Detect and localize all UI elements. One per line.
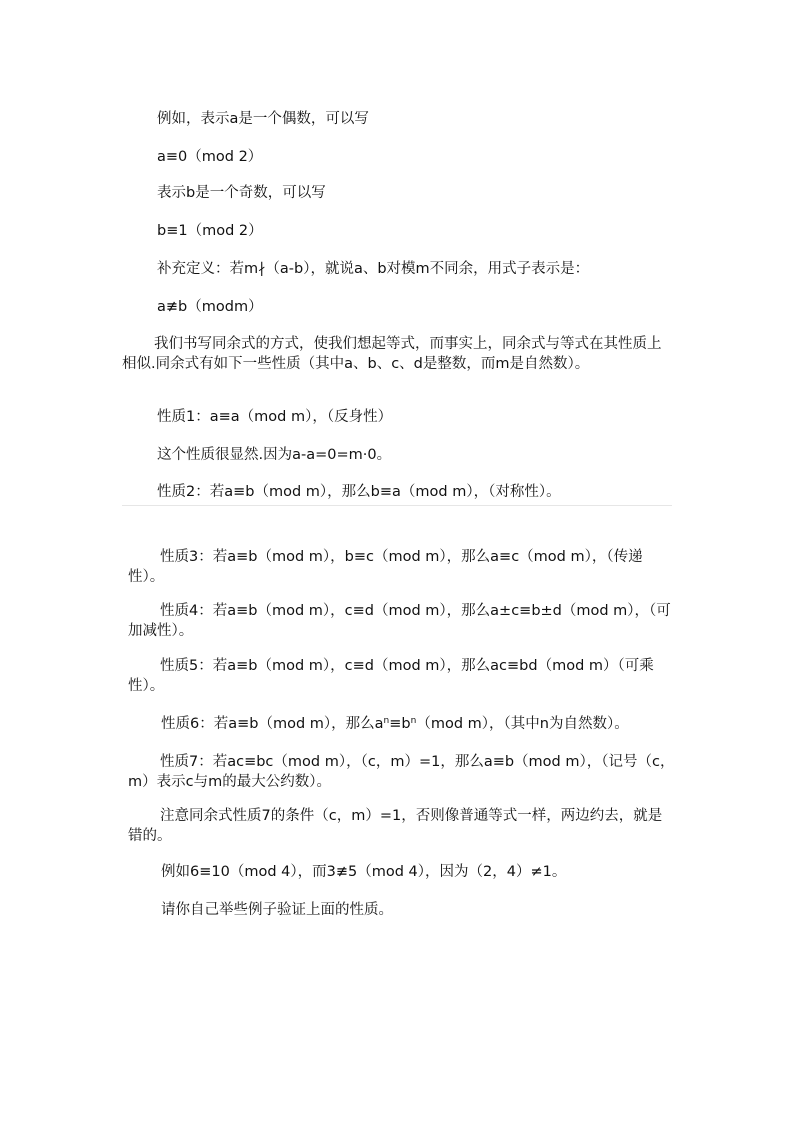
property-3: 性质3：若a≡b（mod m），b≡c（mod m），那么a≡c（mod m），（传递性）。 — [128, 549, 643, 585]
property-2: 性质2：若a≡b（mod m），那么b≡a（mod m），（对称性）。 — [157, 484, 561, 500]
property-6-exponent-a: n — [383, 716, 390, 726]
property-6-mid: ≡b — [389, 716, 411, 732]
property-6-pre: 性质6：若a≡b（mod m），那么a — [161, 716, 384, 732]
property-1-explanation: 这个性质很显然.因为a-a=0=m·0。 — [157, 447, 392, 463]
paragraph-even-example: 例如，表示a是一个偶数，可以写 — [157, 111, 369, 127]
formula-a-not-congruent-b: a≢b（modm） — [157, 299, 263, 315]
counterexample: 例如6≡10（mod 4），而3≢5（mod 4），因为（2，4）≠1。 — [161, 864, 567, 880]
paragraph-congruence-intro: 我们书写同余式的方式，使我们想起等式，而事实上，同余式与等式在其性质上相似.同余式有如下一些性质（其中a、b、c、d是整数，而m是自然数）。 — [122, 336, 662, 372]
paragraph-odd-example: 表示b是一个奇数，可以写 — [157, 185, 326, 201]
property-6-exponent-b: n — [410, 716, 417, 726]
note-property-7-condition: 注意同余式性质7的条件（c，m）=1，否则像普通等式一样，两边约去，就是错的。 — [128, 808, 663, 844]
page-divider — [122, 505, 672, 506]
property-6-post: （mod m），（其中n为自然数）。 — [416, 716, 629, 732]
paragraph-supplementary-definition: 补充定义：若m∤（a-b），就说a、b对模m不同余，用式子表示是： — [157, 261, 590, 277]
property-7: 性质7：若ac≡bc（mod m），（c，m）=1，那么a≡b（mod m），（记号（c，m）表示c与m的最大公约数）。 — [128, 754, 675, 790]
property-4: 性质4：若a≡b（mod m），c≡d（mod m），那么a±c≡b±d（mod m），（可加减性）。 — [128, 603, 671, 639]
property-5: 性质5：若a≡b（mod m），c≡d（mod m），那么ac≡bd（mod m）（可乘性）。 — [128, 658, 654, 694]
exercise-prompt: 请你自己举些例子验证上面的性质。 — [161, 902, 393, 918]
formula-b-mod-2: b≡1（mod 2） — [157, 223, 263, 239]
property-6 — [161, 714, 629, 734]
formula-a-mod-2: a≡0（mod 2） — [157, 149, 263, 165]
property-1: 性质1：a≡a（mod m），（反身性） — [157, 409, 393, 425]
